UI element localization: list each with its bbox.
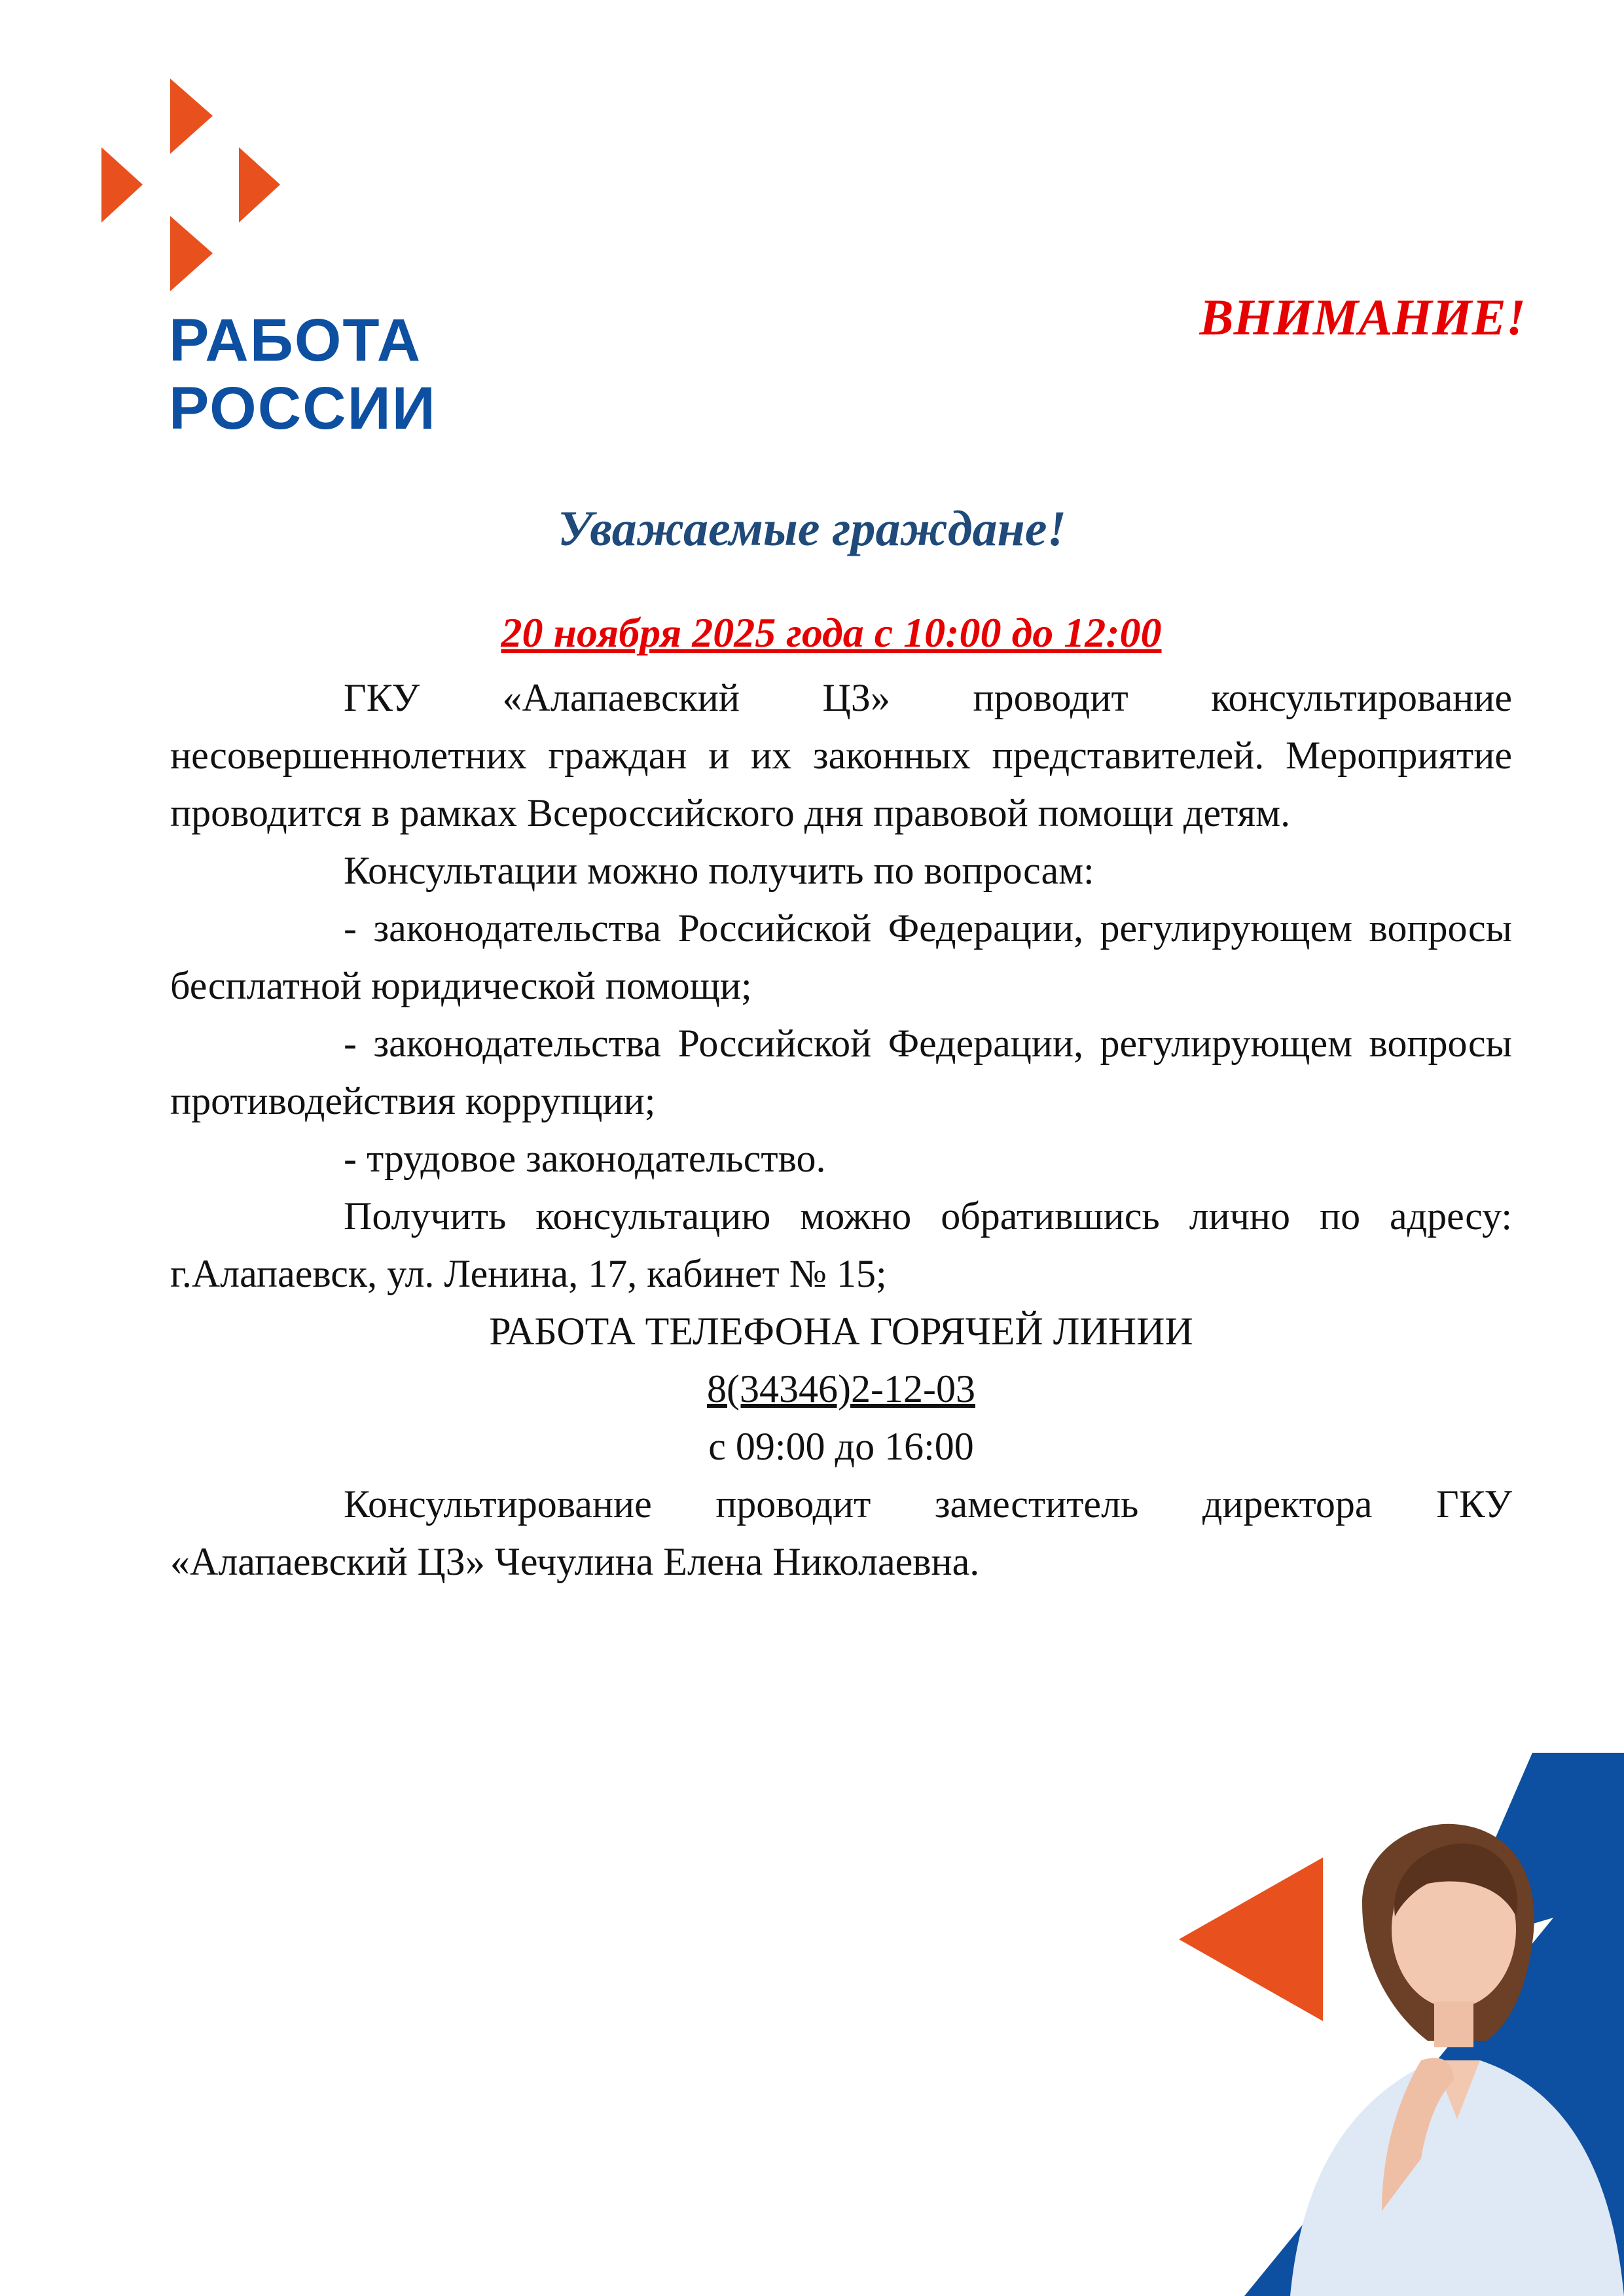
logo-arrows-icon	[98, 79, 308, 301]
corner-illustration	[1166, 1753, 1624, 2296]
attention-heading: ВНИМАНИЕ!	[1199, 289, 1526, 346]
hotline-phone-number: 8(34346)2-12-03	[707, 1367, 975, 1410]
orange-triangle-icon	[1179, 1857, 1323, 2021]
intro-paragraph: ГКУ «Алапаевский ЦЗ» проводит консультирование несовершеннолетних граждан и их законных представителей. Мероприятие проводится в рамках Всероссийского дня правовой помощи детям.	[170, 676, 1512, 834]
hotline-title: РАБОТА ТЕЛЕФОНА ГОРЯЧЕЙ ЛИНИИ	[489, 1310, 1193, 1353]
logo-wordmark	[169, 306, 437, 442]
topic-item: - трудовое законодательство.	[344, 1137, 826, 1180]
topic-item: - законодательства Российской Федерации, регулирующем вопросы бесплатной юридической помощи;	[170, 906, 1512, 1007]
consultant-paragraph: Консультирование проводит заместитель директора ГКУ «Алапаевский ЦЗ» Чечулина Елена Николаевна.	[170, 1482, 1512, 1583]
hotline-hours: с 09:00 до 16:00	[708, 1425, 974, 1468]
logo-line2: РОССИИ	[169, 375, 437, 442]
event-date: 20 ноября 2025 года с 10:00 до 12:00	[501, 609, 1162, 656]
address-paragraph: Получить консультацию можно обратившись лично по адресу: г.Алапаевск, ул. Ленина, 17, кабинет № 15;	[170, 1194, 1512, 1295]
greeting-heading: Уважаемые граждане!	[557, 501, 1067, 556]
logo-line1: РАБОТА	[169, 307, 422, 374]
notice-body	[170, 669, 1512, 1590]
hotline-phone	[170, 1360, 1512, 1418]
topic-item: - законодательства Российской Федерации, регулирующем вопросы противодействия коррупции;	[170, 1022, 1512, 1122]
topics-intro: Консультации можно получить по вопросам:	[344, 849, 1094, 892]
